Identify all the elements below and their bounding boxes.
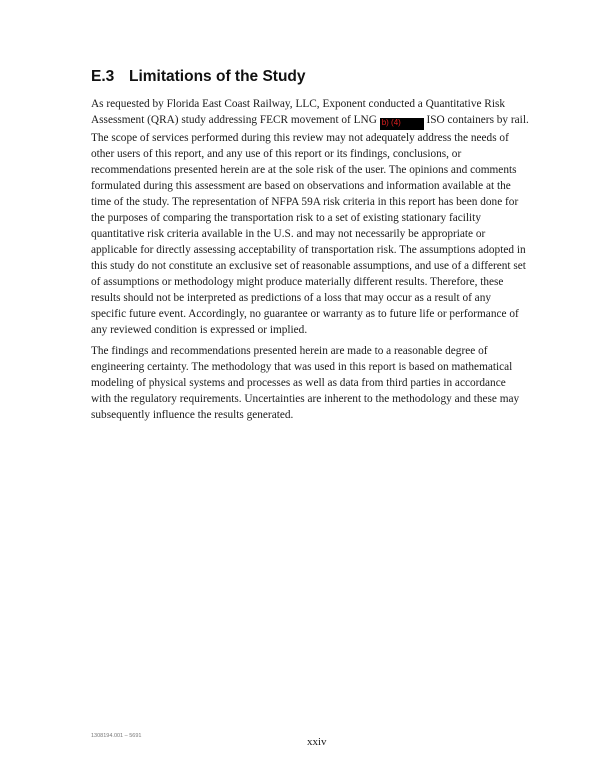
text-line: modeling of physical systems and processes as well as data from third parties in accordance xyxy=(91,377,506,389)
document-id: 1308194.001 – 5691 xyxy=(91,733,142,739)
text-line: of assumptions or methodology might produce materially different results. Therefore, these xyxy=(91,276,504,288)
text-line: engineering certainty. The methodology that was used in this report is based on mathematical xyxy=(91,361,513,373)
paragraph-findings xyxy=(91,343,551,423)
text-line: specific future event. Accordingly, no guarantee or warranty as to future life or performance of xyxy=(91,308,519,320)
text-segment: Assessment (QRA) study addressing FECR movement of LNG xyxy=(91,114,380,126)
text-line: any reviewed condition is expressed or implied. xyxy=(91,324,308,336)
text-line: time of the study. The representation of NFPA 59A risk criteria in this report has been done for xyxy=(91,196,519,208)
text-segment: ISO containers by rail. xyxy=(423,114,529,126)
text-line: As requested by Florida East Coast Railway, LLC, Exponent conducted a Quantitative Risk xyxy=(91,98,506,110)
text-line: The findings and recommendations presented herein are made to a reasonable degree of xyxy=(91,345,488,357)
text-line: the purposes of comparing the transportation risk to a set of existing stationary facility xyxy=(91,212,481,224)
text-line: other users of this report, and any use of this report or its findings, conclusions, or xyxy=(91,148,462,160)
text-line: The scope of services performed during this review may not adequately address the needs of xyxy=(91,132,509,144)
text-line: quantitative risk criteria available in the U.S. and may not necessarily be appropriate or xyxy=(91,228,486,240)
paragraph-limitations xyxy=(91,96,551,338)
text-line: this study do not constitute an exclusive set of reasonable assumptions, and use of a different set xyxy=(91,260,526,272)
section-heading xyxy=(91,68,306,86)
page-number: xxiv xyxy=(307,736,327,748)
text-line: results should not be interpreted as predictions of a loss that may occur as a result of any xyxy=(91,292,491,304)
text-line: recommendations presented herein are at the sole risk of the user. The opinions and comments xyxy=(91,164,517,176)
text-line: applicable for directly assessing acceptability of transportation risk. The assumptions adopted in xyxy=(91,244,526,256)
section-title: Limitations of the Study xyxy=(129,68,306,85)
text-line: formulated during this assessment are based on observations and information available at the xyxy=(91,180,511,192)
section-number: E.3 xyxy=(91,68,115,85)
redaction-box: b) (4) xyxy=(380,118,424,130)
text-line: subsequently influence the results generated. xyxy=(91,409,294,421)
text-line xyxy=(91,112,551,130)
text-line: with the regulatory requirements. Uncertainties are inherent to the methodology and these may xyxy=(91,393,520,405)
